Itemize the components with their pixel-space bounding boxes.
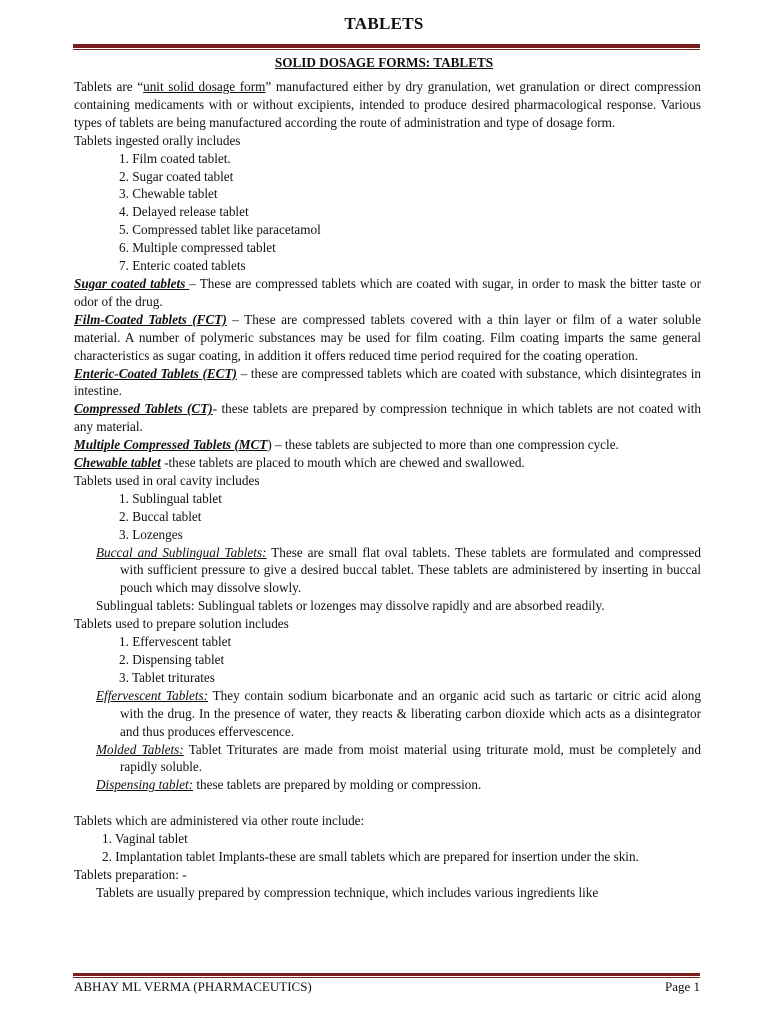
header-rule-thin (73, 49, 700, 50)
solution-list (74, 633, 701, 687)
definition-term: Chewable tablet (74, 455, 161, 471)
list-item: 2. Buccal tablet (119, 508, 202, 524)
dispensing-paragraph (74, 776, 701, 794)
list-item: 5. Compressed tablet like paracetamol (119, 222, 321, 238)
definition-text: these tablets are prepared by molding or compression. (193, 777, 482, 793)
definition-text: These are small flat oval tablets. These tablets are formulated and compressed with sufficient pressure to give a desired buccal tablet. These tablets are administered by inserting in buccal pouch which may dissolve slowly. (120, 544, 701, 596)
document-body (74, 78, 701, 902)
section-subtitle: SOLID DOSAGE FORMS: TABLETS (274, 55, 494, 70)
other-route-item: 2. Implantation tablet Implants-these are small tablets which are prepared for insertion under the skin. (102, 849, 639, 865)
list-item: 3. Lozenges (119, 526, 183, 542)
definition-sugar-coated (74, 275, 701, 311)
intro-suffix: ” manufactured either by dry granulation, wet granulation or direct compression containing medicaments with or without excipients, intended to produce desired pharmacological response. Various types of tablets are being manufactured according the route of administration and type of dosage form. (74, 79, 701, 130)
other-route-heading: Tablets which are administered via other route include: (74, 813, 365, 829)
definition-compressed (74, 400, 701, 436)
definition-text: -these tablets are placed to mouth which are chewed and swallowed. (160, 455, 525, 471)
definition-film-coated (74, 311, 701, 365)
definition-text: They contain sodium bicarbonate and an organic acid such as tartaric or citric acid along with the drug. In the presence of water, they reacts & liberating carbon dioxide which acts as a disintegrator and thus produces effervescence. (120, 687, 701, 739)
definition-text: - these tablets are prepared by compression technique in which tablets are not coated with any material. (74, 401, 701, 435)
page-number: Page 1 (664, 979, 700, 994)
list-item: 1. Effervescent tablet (119, 634, 232, 650)
intro-paragraph (74, 78, 701, 132)
list-item: 1. Film coated tablet. (119, 150, 231, 166)
oral-cavity-list (74, 490, 701, 544)
list-item: 3. Chewable tablet (119, 186, 218, 202)
list-item: 2. Dispensing tablet (119, 652, 225, 667)
definition-text: – These are compressed tablets covered with a thin layer or film of a water soluble material. A number of polymeric substances may be used for film coating. Film coating imparts the same general characteristics as sugar coating, in addition it offers reduced time period required for the coating operation. (74, 311, 701, 363)
definition-chewable (74, 454, 701, 472)
definition-term: Molded Tablets: (96, 741, 184, 757)
definition-multiple-compressed (74, 436, 701, 454)
definition-text: – These are compressed tablets which are coated with sugar, in order to mask the bitter taste or odor of the drug. (74, 275, 702, 309)
definition-text: – these are compressed tablets which are coated with substance, which disintegrates in intestine. (74, 365, 701, 399)
definition-term: Buccal and Sublingual Tablets: (96, 544, 267, 560)
blank-line (74, 794, 701, 812)
list-item: 2. Sugar coated tablet (119, 168, 234, 184)
definition-term: Sugar coated tablets (74, 275, 190, 291)
other-route-item: 1. Vaginal tablet (102, 831, 188, 847)
list-item: 3. Tablet triturates (119, 669, 215, 685)
definition-text: Tablet Triturates are made from moist material using triturate mold, must be completely and rapidly soluble. (120, 741, 701, 775)
effervescent-paragraph (74, 687, 701, 741)
list-item: 7. Enteric coated tablets (119, 258, 246, 274)
buccal-sublingual-paragraph (74, 544, 701, 598)
definition-term: Multiple Compressed Tablets (MCT (74, 437, 268, 453)
header-rule (73, 44, 700, 48)
preparation-text: Tablets are usually prepared by compression technique, which includes various ingredients like (96, 884, 599, 900)
definition-text: ) – these tablets are subjected to more than one compression cycle. (267, 437, 619, 453)
definition-term: Effervescent Tablets: (96, 687, 209, 703)
solution-heading: Tablets used to prepare solution includes (74, 616, 289, 632)
oral-heading: Tablets ingested orally includes (74, 132, 241, 148)
footer-rule-thin (73, 977, 700, 978)
molded-paragraph (74, 741, 701, 777)
footer-rule (73, 973, 700, 976)
definition-enteric-coated (74, 365, 701, 401)
definition-term: Enteric-Coated Tablets (ECT) (74, 365, 237, 381)
definition-term: Compressed Tablets (CT) (74, 401, 213, 417)
intro-underlined-term: unit solid dosage form (143, 79, 266, 94)
footer-author: ABHAY ML VERMA (PHARMACEUTICS) (74, 979, 312, 994)
intro-prefix: Tablets are “ (74, 79, 144, 94)
definition-term: Film-Coated Tablets (FCT) (74, 311, 227, 327)
preparation-heading: Tablets preparation: - (74, 866, 187, 882)
list-item: 1. Sublingual tablet (119, 490, 222, 506)
oral-list (74, 150, 701, 275)
definition-term: Dispensing tablet: (96, 777, 194, 793)
page-title: TABLETS (344, 14, 424, 33)
list-item: 4. Delayed release tablet (119, 204, 249, 220)
sublingual-note: Sublingual tablets: Sublingual tablets or lozenges may dissolve rapidly and are absorbed readily. (96, 598, 605, 614)
oral-cavity-heading: Tablets used in oral cavity includes (74, 472, 260, 488)
list-item: 6. Multiple compressed tablet (119, 240, 276, 256)
